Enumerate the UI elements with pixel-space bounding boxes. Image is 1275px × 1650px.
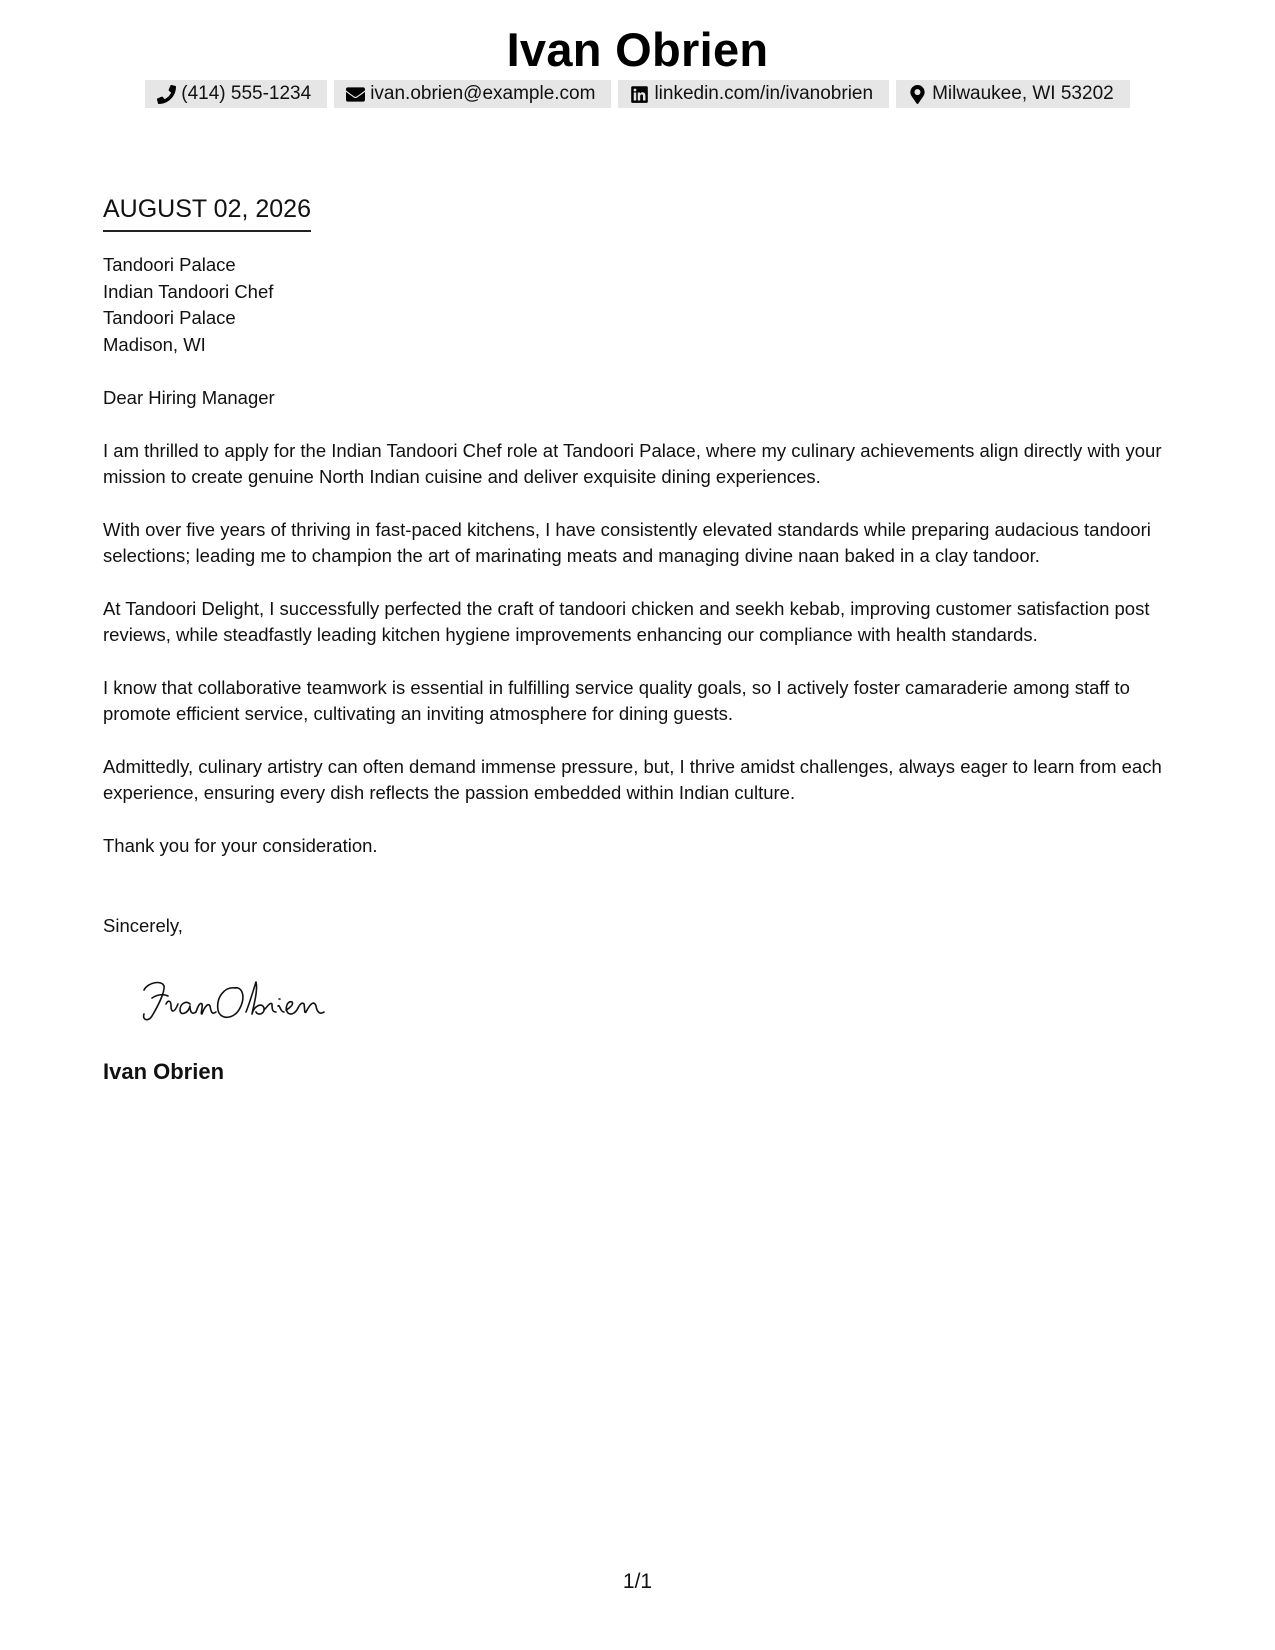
contact-linkedin[interactable] [618, 80, 889, 108]
phone-icon [157, 85, 176, 104]
body-paragraph: Admittedly, culinary artistry can often demand immense pressure, but, I thrive amidst challenges, always eager to learn from each experience, ensuring every dish reflects the passion embedded within Indian culture. [103, 755, 1162, 803]
contact-linkedin-text: linkedin.com/in/ivanobrien [654, 83, 874, 104]
contact-phone-text: (414) 555-1234 [181, 83, 312, 104]
body-paragraph: I know that collaborative teamwork is essential in fulfilling service quality goals, so I actively foster camaraderie among staff to promote efficient service, cultivating an inviting atmosphere for dining guests. [103, 676, 1130, 724]
handwritten-signature [138, 968, 338, 1028]
recipient-block [103, 252, 273, 358]
contact-email-text: ivan.obrien@example.com [370, 83, 596, 104]
letter-body [103, 385, 1178, 885]
applicant-name: Ivan Obrien [506, 23, 769, 76]
recipient-organization: Tandoori Palace [103, 307, 236, 328]
signer-name: Ivan Obrien [103, 1059, 225, 1084]
salutation: Dear Hiring Manager [103, 387, 275, 408]
contact-location-text: Milwaukee, WI 53202 [932, 83, 1114, 104]
contact-bar [0, 80, 1275, 108]
linkedin-icon [630, 85, 649, 104]
contact-phone [145, 80, 327, 108]
body-paragraph: I am thrilled to apply for the Indian Tandoori Chef role at Tandoori Palace, where my culinary achievements align directly with your mission to create genuine North Indian cuisine and deliver exquisite dining experiences. [103, 439, 1162, 487]
recipient-position: Indian Tandoori Chef [103, 280, 274, 302]
contact-location [896, 80, 1130, 108]
closing-line: Sincerely, [103, 915, 183, 936]
page-indicator: 1/1 [622, 1570, 653, 1593]
contact-email[interactable] [334, 80, 611, 108]
map-pin-icon [908, 85, 927, 104]
envelope-icon [346, 85, 365, 104]
body-paragraph: At Tandoori Delight, I successfully perfected the craft of tandoori chicken and seekh kebab, improving customer satisfaction post reviews, while steadfastly leading kitchen hygiene improvements enhancing our compliance with health standards. [103, 597, 1150, 645]
thank-you-line: Thank you for your consideration. [103, 834, 378, 856]
recipient-company: Tandoori Palace [103, 254, 236, 275]
letter-date: AUGUST 02, 2026 [103, 192, 311, 232]
recipient-location: Madison, WI [103, 333, 206, 355]
body-paragraph: With over five years of thriving in fast-paced kitchens, I have consistently elevated standards while preparing audacious tandoori selections; leading me to champion the art of marinating meats and managing divine naan baked in a clay tandoor. [103, 518, 1151, 566]
